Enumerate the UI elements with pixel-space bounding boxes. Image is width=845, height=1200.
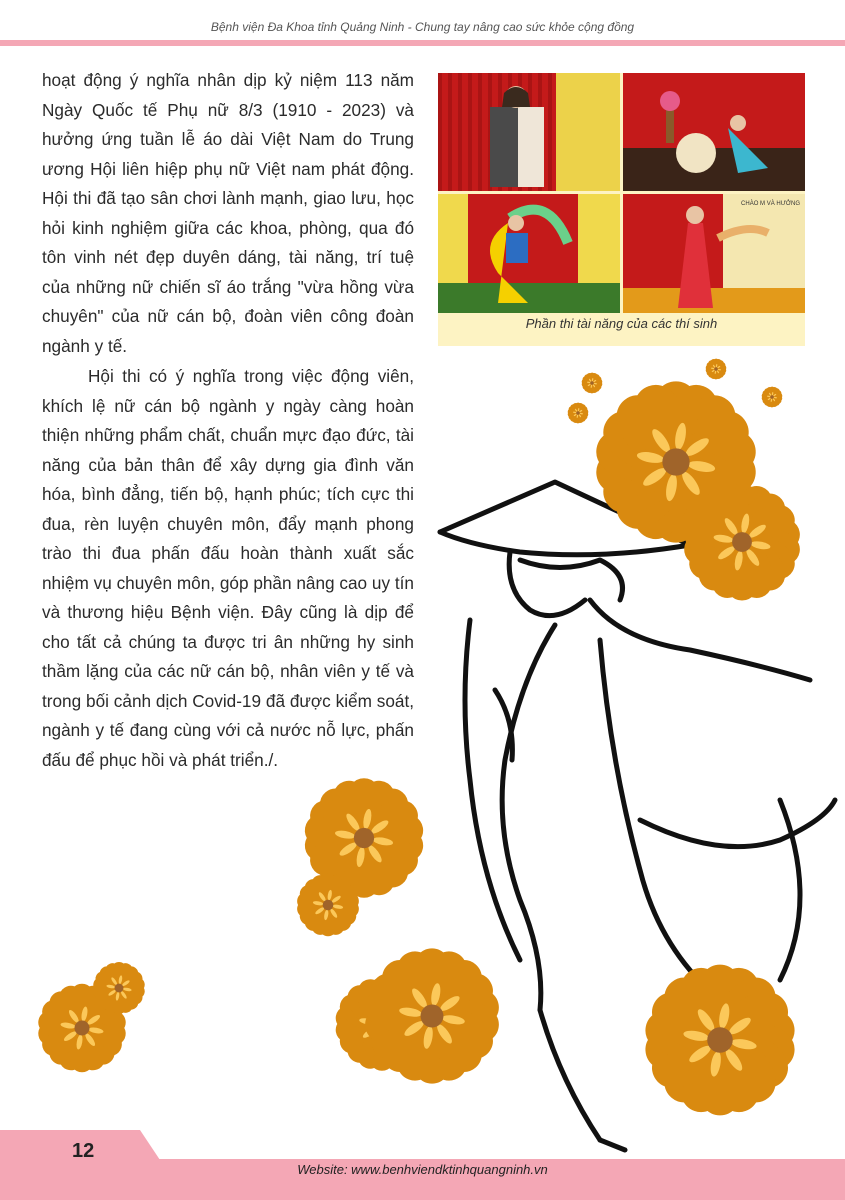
footer-website: Website: www.benhviendktinhquangninh.vn <box>297 1162 548 1177</box>
running-header: Bệnh viện Đa Khoa tỉnh Quảng Ninh - Chung tay nâng cao sức khỏe cộng đồng <box>210 20 635 34</box>
chrysanthemum-flower-icon <box>48 361 787 1098</box>
article-paragraph-1: hoạt động ý nghĩa nhân dịp kỷ niệm 113 năm Ngày Quốc tế Phụ nữ 8/3 (1910 - 2023) và hưởng ứng tuần lễ áo dài Việt Nam do Trung ương Hội liên hiệp phụ nữ Việt nam phát động. Hội thi đã tạo sân chơi lành mạnh, giao lưu, học hỏi kinh nghiệm giữa các khoa, phòng, qua đó tôn vinh nét đẹp duyên dáng, tài năng, trí tuệ của những nữ chiến sĩ áo trắng "vừa hồng vừa chuyên" của nữ cán bộ, đoàn viên công đoàn ngành y tế. <box>42 70 414 356</box>
photo-caption: Phần thi tài năng của các thí sinh <box>525 316 718 331</box>
backdrop-text: CHÀO M VÀ HƯỞNG <box>741 201 800 207</box>
article-paragraph-2: Hội thi có ý nghĩa trong việc động viên, khích lệ nữ cán bộ ngành y ngày càng hoàn thiện những phẩm chất, chuẩn mực đạo đức, tài năng của bản thân để xây dựng gia đình văn hóa, bình đẳng, tiến bộ, hạnh phúc; tích cực thi đua, rèn luyện chuyên môn, đẩy mạnh phong trào thi đua phấn đấu hoàn thành xuất sắc nhiệm vụ chuyên môn, góp phần nâng cao uy tín và thương hiệu Bệnh viện. Đây cũng là dịp để cho tất cả chúng ta được tri ân những hy sinh thầm lặng của các nữ cán bộ, nhân viên y tế và trong bối cảnh dịch Covid-19 đã được kiểm soát, ngành y tế đang cùng với cả nước nỗ lực, phấn đấu để phục hồi và phát triển./. <box>42 366 414 770</box>
page-number: 12 <box>72 1140 95 1162</box>
